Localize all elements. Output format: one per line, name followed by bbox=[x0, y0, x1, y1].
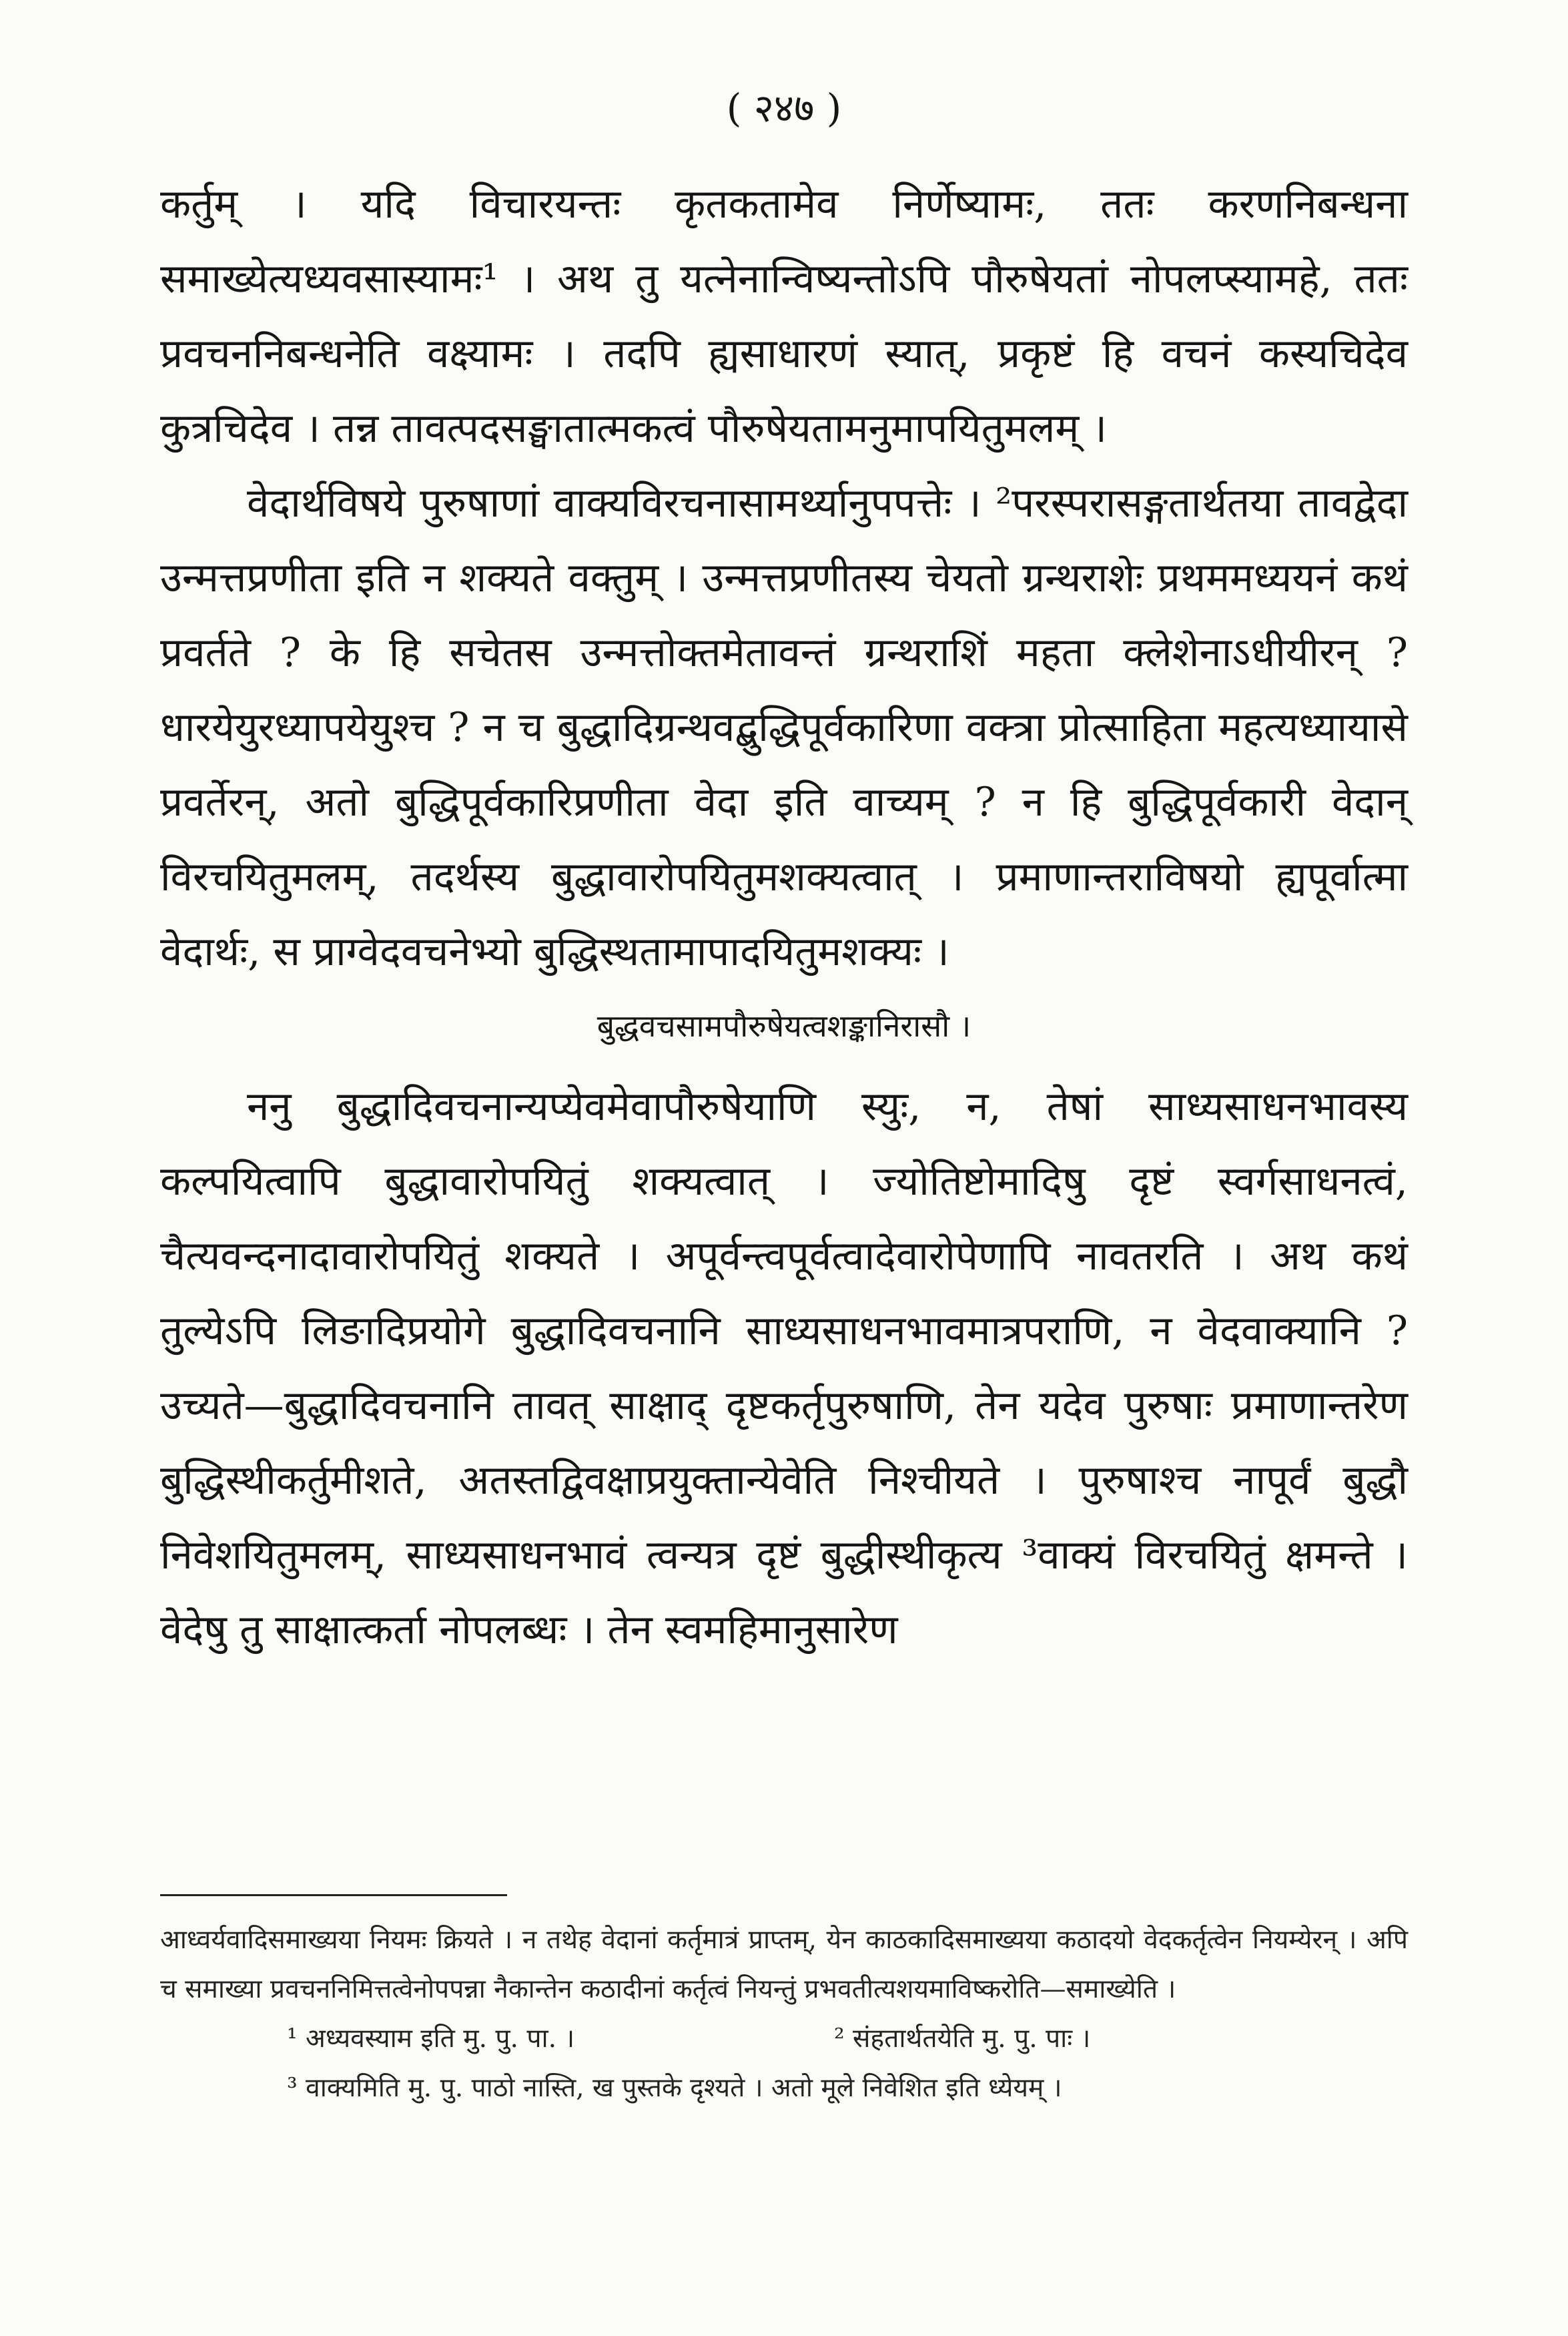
footnote-1: ¹ अध्यवस्याम इति मु. पु. पा. । bbox=[287, 2024, 575, 2054]
footnote-2: ² संहतार्थतयेति मु. पु. पाः । bbox=[834, 2024, 1091, 2054]
paragraph-1: कर्तुम् । यदि विचारयन्तः कृतकतामेव निर्णेष्यामः, ततः करणनिबन्धना समाख्येत्यध्यवसास्यामः¹ । अथ तु यत्नेनान्विष्यन्तोऽपि पौरुषेयतां नोपलप्स्यामहे, ततः प्रवचननिबन्धनेति वक्ष्यामः । तदपि ह्यसाधारणं स्यात्, प्रकृष्टं हि वचनं कस्यचिदेव कुत्रचिदेव । तन्न तावत्पदसङ्घातात्मकत्वं पौरुषेयतामनुमापयितुमलम् । bbox=[160, 181, 1408, 452]
page-number: ( २४७ ) bbox=[726, 85, 842, 131]
paragraph-2: वेदार्थविषये पुरुषाणां वाक्यविरचनासामर्थ्यानुपपत्तेः । ²परस्परासङ्गतार्थतया तावद्वेदा उन्मत्तप्रणीता इति न शक्यते वक्तुम् । उन्मत्तप्रणीतस्य चेयतो ग्रन्थराशेः प्रथममध्ययनं कथं प्रवर्तते ? के हि सचेतस उन्मत्तोक्तमेतावन्तं ग्रन्थराशिं महता क्लेशेनाऽधीयीरन् ? धारयेयुरध्यापयेयुश्च ? न च बुद्धादिग्रन्थवद्बुद्धिपूर्वकारिणा वक्त्रा प्रोत्साहिता महत्यध्यायासे प्रवर्तेरन्, अतो बुद्धिपूर्वकारिप्रणीता वेदा इति वाच्यम् ? न हि बुद्धिपूर्वकारी वेदान् विरचयितुमलम्, तदर्थस्य बुद्धावारोपयितुमशक्यत्वात् । प्रमाणान्तराविषयो ह्यपूर्वात्मा वेदार्थः, स प्राग्वेदवचनेभ्यो बुद्धिस्थतामापादयितुमशक्यः । bbox=[160, 480, 1408, 975]
footnotes bbox=[160, 1916, 1408, 2113]
main-text bbox=[160, 167, 1408, 1667]
paragraph-3: ननु बुद्धादिवचनान्यप्येवमेवापौरुषेयाणि स्युः, न, तेषां साध्यसाधनभावस्य कल्पयित्वापि बुद्धावारोपयितुं शक्यत्वात् । ज्योतिष्टोमादिषु दृष्टं स्वर्गसाधनत्वं, चैत्यवन्दनादावारोपयितुं शक्यते । अपूर्वन्त्वपूर्वत्वादेवारोपेणापि नावतरति । अथ कथं तुल्येऽपि लिङादिप्रयोगे बुद्धादिवचनानि साध्यसाधनभावमात्रपराणि, न वेदवाक्यानि ? उच्यते—बुद्धादिवचनानि तावत् साक्षाद् दृष्टकर्तृपुरुषाणि, तेन यदेव पुरुषाः प्रमाणान्तरेण बुद्धिस्थीकर्तुमीशते, अतस्तद्विवक्षाप्रयुक्तान्येवेति निश्चीयते । पुरुषाश्च नापूर्वं बुद्धौ निवेशयितुमलम्, साध्यसाधनभावं त्वन्यत्र दृष्टं बुद्धीस्थीकृत्य ³वाक्यं विरचयितुं क्षमन्ते । वेदेषु तु साक्षात्कर्ता नोपलब्धः । तेन स्वमहिमानुसारेण bbox=[160, 1083, 1408, 1653]
footnote-3: ³ वाक्यमिति मु. पु. पाठो नास्ति, ख पुस्तके दृश्यते । अतो मूले निवेशित इति ध्येयम् । bbox=[287, 2073, 1062, 2103]
section-heading: बुद्धवचसामपौरुषेयत्वशङ्कानिरासौ । bbox=[597, 1008, 971, 1044]
footnote-divider bbox=[160, 1894, 507, 1896]
footnote-continuation: आध्वर्यवादिसमाख्यया नियमः क्रियते । न तथेह वेदानां कर्तृमात्रं प्राप्तम्, येन काठकादिसमाख्यया कठादयो वेदकर्तृत्वेन नियम्येरन् । अपि च समाख्या प्रवचननिमित्तत्वेनोपपन्ना नैकान्तेन कठादीनां कर्तृत्वं नियन्तुं प्रभवतीत्यशयमाविष्करोति—समाख्येति । bbox=[160, 1925, 1408, 2004]
footnote-pair bbox=[160, 2014, 1408, 2064]
